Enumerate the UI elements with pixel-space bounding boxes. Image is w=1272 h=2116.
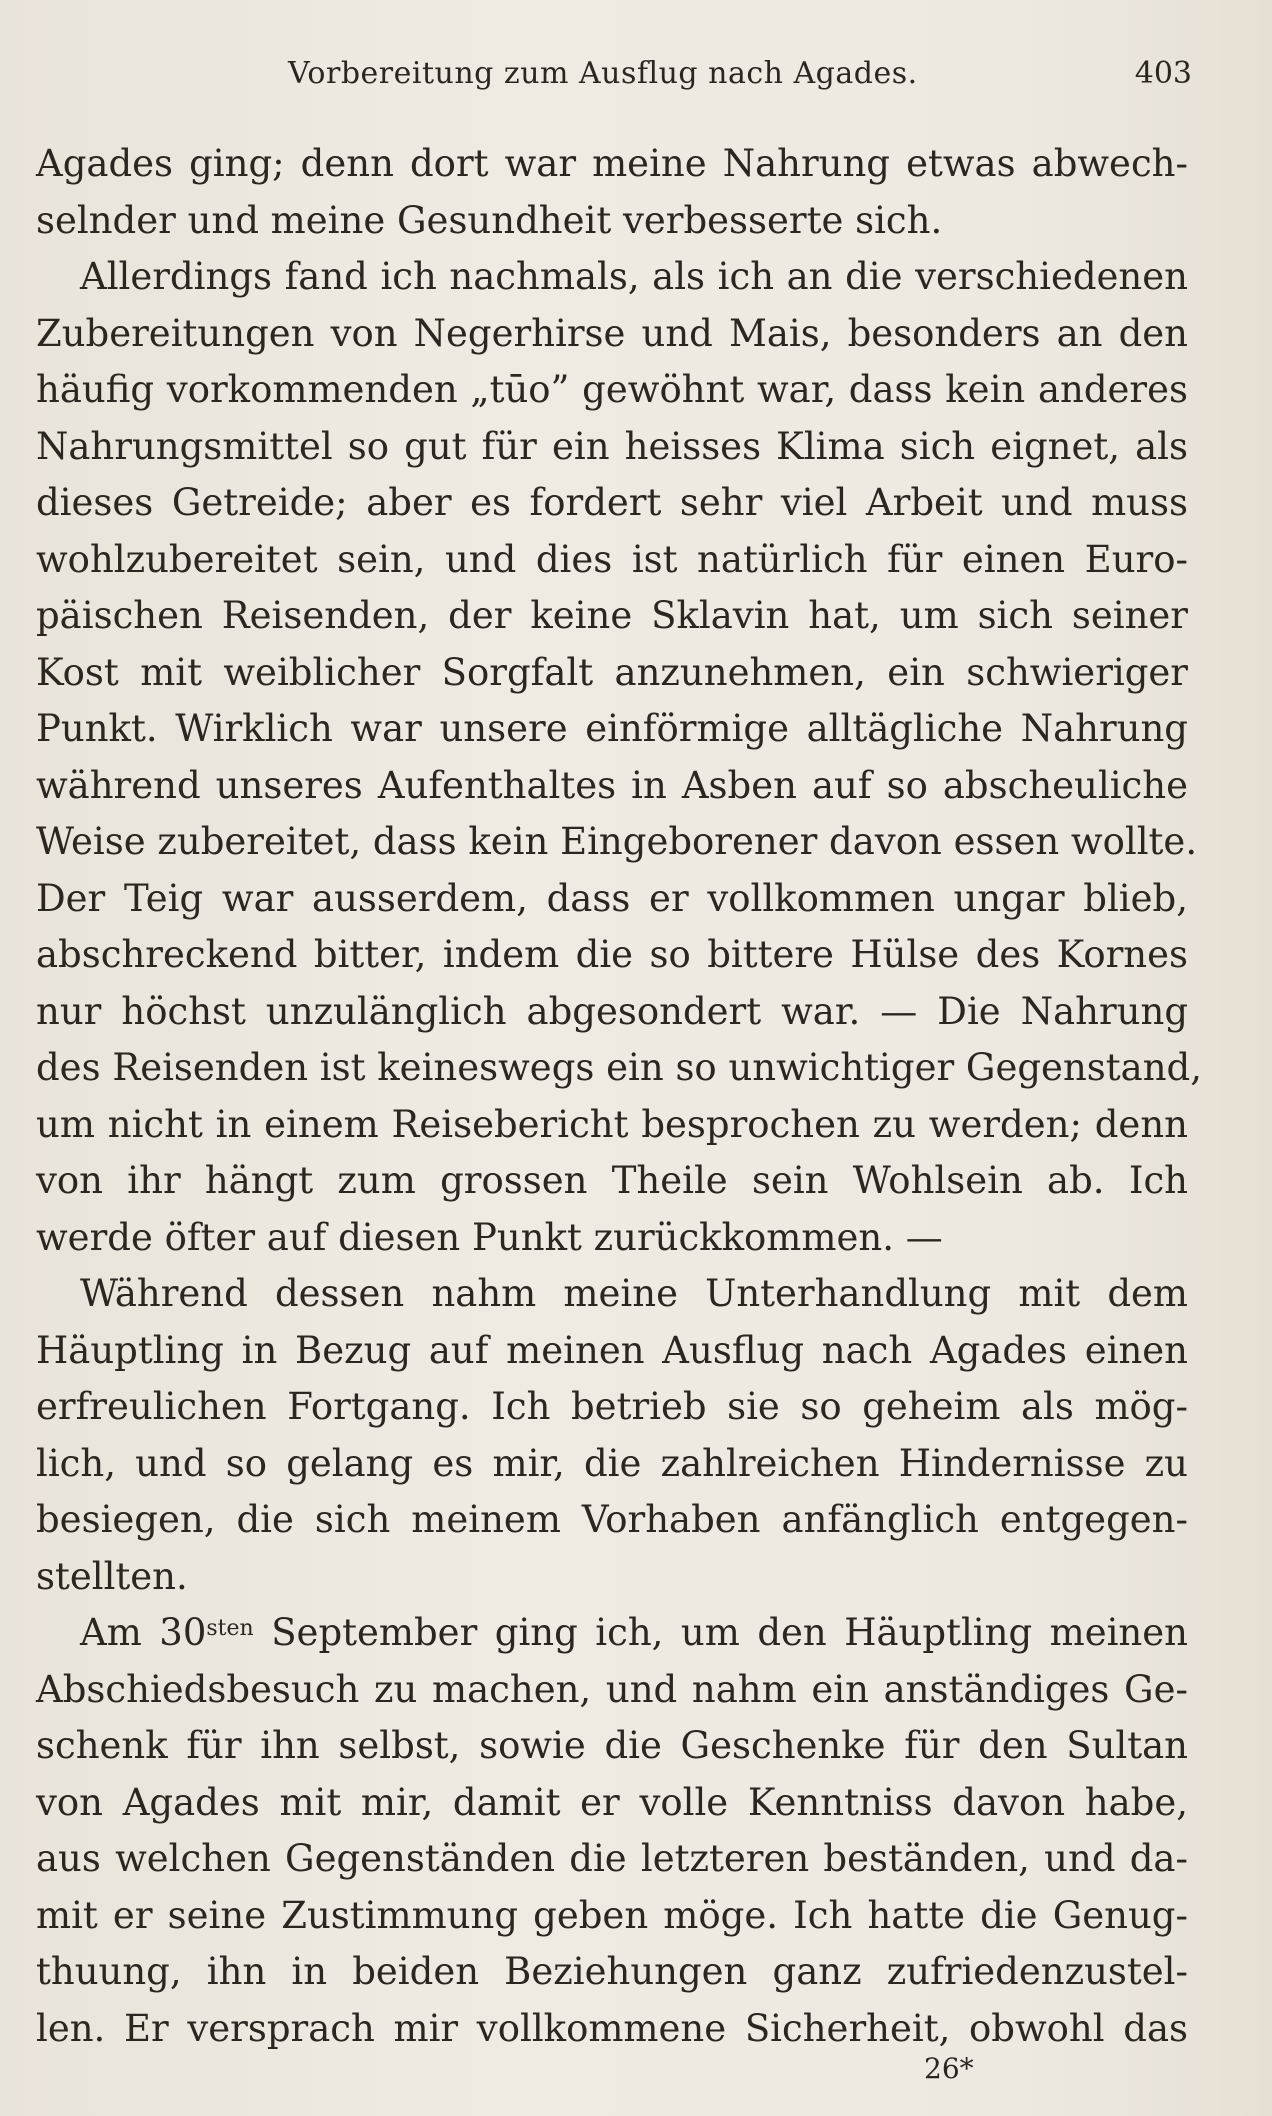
text-line: von ihr hängt zum grossen Theile sein Wohlsein ab. Ich <box>36 1159 1188 1202</box>
text-line: werde öfter auf diesen Punkt zurückkommen. — <box>36 1215 943 1259</box>
text-line: Kost mit weiblicher Sorgfalt anzunehmen, ein schwieriger <box>36 650 1188 694</box>
text-line: Agades ging; denn dort war meine Nahrung etwas abwech- <box>36 142 1188 185</box>
text-line: Abschiedsbesuch zu machen, und nahm ein anständiges Ge- <box>36 1667 1188 1711</box>
text-line: Weise zubereitet, dass kein Eingeborener davon essen wollte. <box>36 820 1198 863</box>
superscript-ordinal: sten <box>206 1616 254 1641</box>
text-line: stellten. <box>36 1554 188 1598</box>
paragraph-3 <box>36 1605 1188 2057</box>
text-line: des Reisenden ist keineswegs ein so unwichtiger Gegenstand, <box>36 1046 1202 1089</box>
text-line: von Agades mit mir, damit er volle Kenntniss davon habe, <box>36 1780 1188 1824</box>
signature-mark: 26* <box>924 2052 974 2085</box>
text-line: besiegen, die sich meinem Vorhaben anfänglich entgegen- <box>36 1498 1188 1541</box>
text-line: Zubereitungen von Negerhirse und Mais, besonders an den <box>36 311 1188 355</box>
running-title: Vorbereitung zum Ausflug nach Agades. <box>288 56 918 91</box>
text-line: Punkt. Wirklich war unsere einförmige alltägliche Nahrung <box>36 707 1188 750</box>
text-line: lich, und so gelang es mir, die zahlreichen Hindernisse zu <box>36 1441 1188 1485</box>
text-line: aus welchen Gegenständen die letzteren beständen, und da- <box>36 1837 1188 1880</box>
text-segment: September ging ich, um den Häuptling meinen <box>253 1611 1188 1654</box>
text-line <box>36 1605 1188 1662</box>
text-line: Häuptling in Bezug auf meinen Ausflug nach Agades einen <box>36 1328 1188 1372</box>
text-line: um nicht in einem Reisebericht besprochen zu werden; denn <box>36 1102 1188 1146</box>
text-line: erfreulichen Fortgang. Ich betrieb sie so geheim als mög- <box>36 1385 1188 1428</box>
paragraphs-1-2 <box>36 136 1202 1605</box>
text-line: Der Teig war ausserdem, dass er vollkommen ungar blieb, <box>36 876 1188 920</box>
page-number: 403 <box>1134 56 1192 91</box>
text-line: nur höchst unzulänglich abgesondert war. — Die Nahrung <box>36 989 1188 1033</box>
text-line: selnder und meine Gesundheit verbesserte sich. <box>36 198 943 242</box>
text-line: abschreckend bitter, indem die so bittere Hülse des Kornes <box>36 933 1188 976</box>
text-line: schenk für ihn selbst, sowie die Geschenke für den Sultan <box>36 1724 1188 1767</box>
text-line: wohlzubereitet sein, und dies ist natürlich für einen Euro- <box>36 537 1188 581</box>
text-segment: Am 30 <box>80 1611 207 1654</box>
text-line: häufig vorkommenden „tūo” gewöhnt war, dass kein anderes <box>36 368 1188 411</box>
text-line: Während dessen nahm meine Unterhandlung mit dem <box>80 1272 1188 1315</box>
text-line: len. Er versprach mir vollkommene Sicherheit, obwohl das <box>36 2006 1188 2050</box>
body-text <box>36 136 1202 2057</box>
text-line: päischen Reisenden, der keine Sklavin hat, um sich seiner <box>36 594 1188 637</box>
running-head <box>0 56 1272 96</box>
text-line: Nahrungsmittel so gut für ein heisses Klima sich eignet, als <box>36 424 1188 468</box>
text-line: mit er seine Zustimmung geben möge. Ich hatte die Genug- <box>36 1893 1188 1937</box>
text-line: dieses Getreide; aber es fordert sehr viel Arbeit und muss <box>36 481 1188 524</box>
text-line: Allerdings fand ich nachmals, als ich an die verschiedenen <box>80 255 1188 298</box>
text-line: während unseres Aufenthaltes in Asben auf so abscheuliche <box>36 763 1188 807</box>
text-line: thuung, ihn in beiden Beziehungen ganz zufriedenzustel- <box>36 1950 1188 1993</box>
